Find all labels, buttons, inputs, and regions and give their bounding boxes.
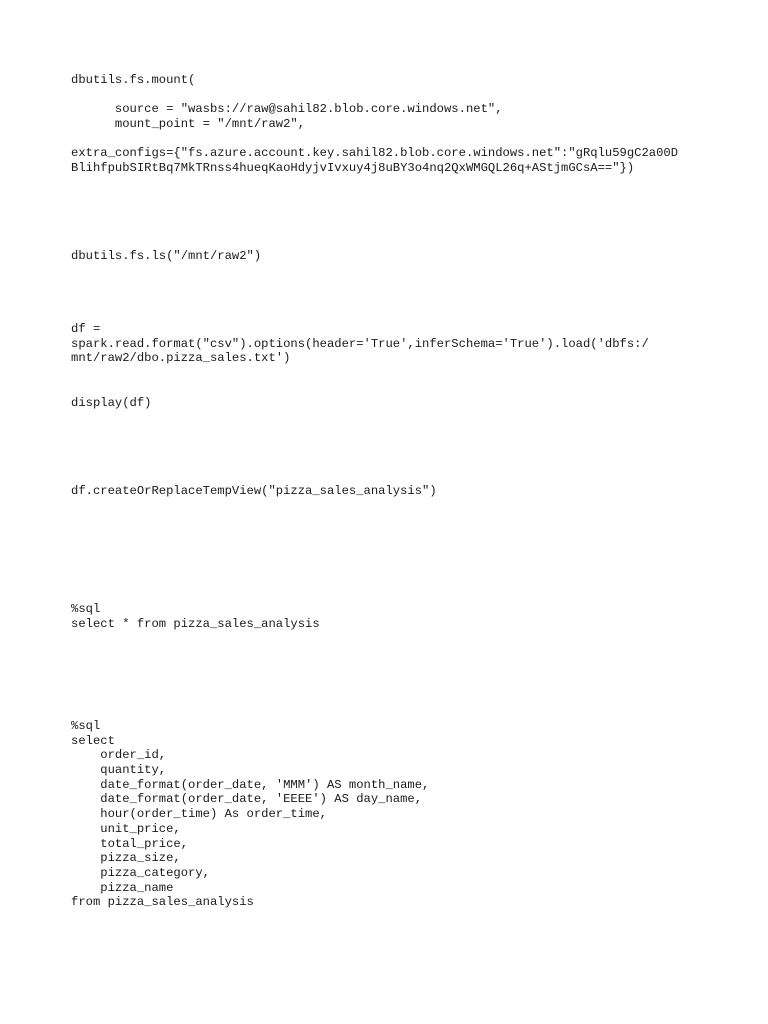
code-line: df =: [71, 322, 101, 336]
code-cell-read-csv: [71, 322, 649, 366]
code-cell-temp-view: [71, 484, 437, 499]
code-line: date_format(order_date, 'EEEE') AS day_name,: [71, 792, 423, 807]
code-line: pizza_name: [71, 880, 174, 895]
code-cell-mount: [71, 73, 678, 176]
code-line: unit_price,: [71, 821, 181, 836]
code-line: %sql: [71, 719, 101, 733]
code-line: pizza_category,: [71, 865, 210, 880]
code-line: order_id,: [71, 748, 167, 763]
code-cell-ls: [71, 249, 261, 264]
code-cell-sql-select-columns: [71, 719, 429, 910]
code-line: from pizza_sales_analysis: [71, 895, 254, 910]
code-line: pizza_size,: [71, 851, 181, 866]
code-line: spark.read.format("csv").options(header='True',inferSchema='True').load('dbfs:/: [71, 336, 649, 351]
code-line: hour(order_time) As order_time,: [71, 807, 327, 822]
code-cell-display: [71, 396, 151, 411]
code-line: date_format(order_date, 'MMM') AS month_name,: [71, 777, 430, 792]
code-line: quantity,: [71, 763, 167, 778]
blank-line: [71, 88, 678, 103]
code-line: mount_point = "/mnt/raw2",: [71, 117, 306, 132]
code-line: dbutils.fs.mount(: [71, 73, 196, 87]
code-line: BlihfpubSIRtBq7MkTRnss4hueqKaoHdyjvIvxuy4j8uBY3o4nq2QxWMGQL26q+AStjmGCsA=="}): [71, 161, 635, 176]
code-line: total_price,: [71, 836, 189, 851]
code-line: extra_configs={"fs.azure.account.key.sahil82.blob.core.windows.net":"gRqlu59gC2a00D: [71, 146, 679, 161]
code-line: dbutils.fs.ls("/mnt/raw2"): [71, 249, 262, 263]
code-line: df.createOrReplaceTempView("pizza_sales_analysis"): [71, 484, 437, 498]
code-line: source = "wasbs://raw@sahil82.blob.core.windows.net",: [71, 102, 503, 117]
code-cell-sql-select-all: [71, 602, 320, 631]
code-line: select: [71, 733, 115, 748]
code-line: select * from pizza_sales_analysis: [71, 616, 320, 631]
code-line: display(df): [71, 396, 152, 410]
code-line: mnt/raw2/dbo.pizza_sales.txt'): [71, 351, 291, 366]
code-line: %sql: [71, 602, 101, 616]
blank-line: [71, 132, 678, 147]
